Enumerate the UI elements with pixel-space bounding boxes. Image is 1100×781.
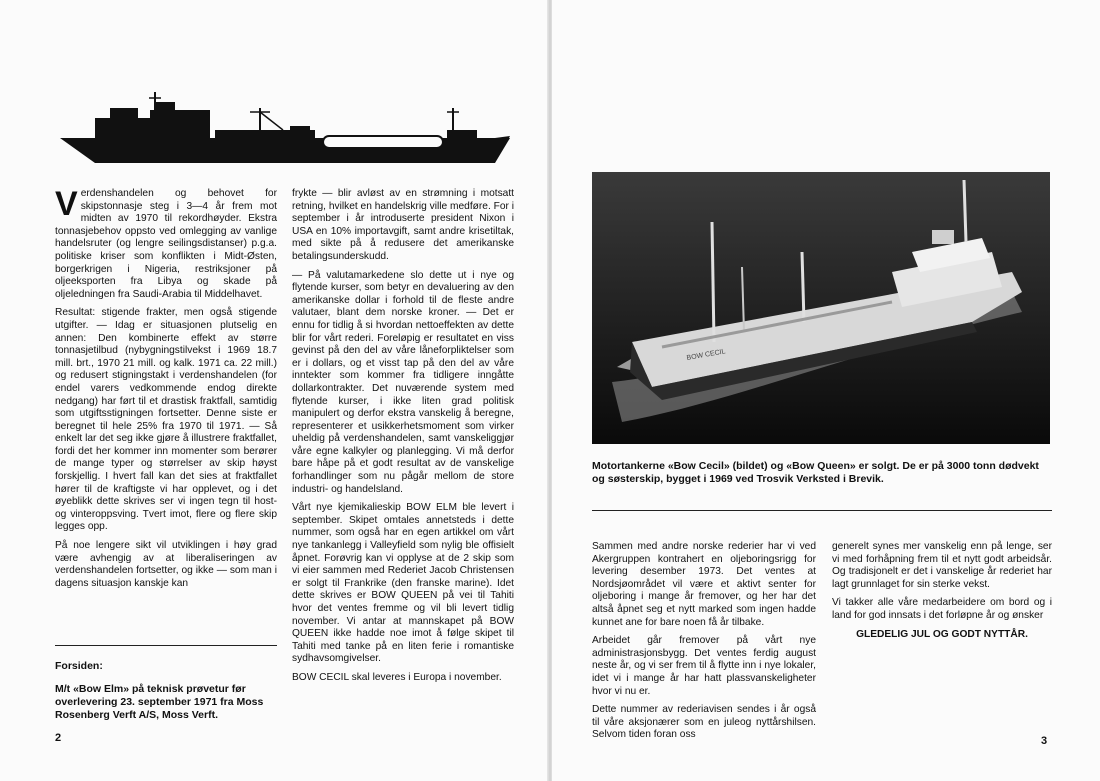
ship-profile-drawing xyxy=(55,90,515,170)
article-paragraph: — På valutamarkedene slo dette ut i nye og flytende kurser, som betyr en devaluering av den amerikanske dollar i forhold til de fleste andre valutaer, blant dem norske kroner. — Det er ennu for tidlig å si hvordan nettoeffekten av dette blir for vårt rederi. Foreløpig er resultatet en viss gevinst på den del av våre låneforpliktelser som er i dollars, og et visst tap på den del av våre inntekter som kommer fra tidligere inngåtte dollarkontrakter. Det nuværende system med flytende kurser, i ikke liten grad politisk manipulert og derfor ekstra vanskelig å beregne, representerer et usikkerhetsmoment som virker uheldig på verdenshandelen, samt vanskeliggjør våre egne kalkyler og planlegging. Vi må derfor bare håpe på et godt resultat av de vanskelige forhandlinger som nu pågår mellom de store industri- og handelsland. xyxy=(292,269,514,495)
article-column-4 xyxy=(832,541,1052,647)
cover-caption-text: M/t «Bow Elm» på teknisk prøvetur før overlevering 23. september 1971 fra Moss Rosenberg Verft A/S, Moss Verft. xyxy=(55,683,264,721)
article-paragraph: Vårt nye kjemikalieskip BOW ELM ble levert i september. Skipet omtales annetsteds i dette nummer, som også har en egen artikkel om vårt nye tankanlegg i Valleyfield som nylig ble offisielt åpnet. Forøvrig kan vi opplyse at de 2 skip som vi eier sammen med Rederiet Jacob Christensen er solgt til Frankrike (den franske marine). Idet dette skrives er BOW QUEEN på vei til Tahiti hvor det ventes fremme og vil bli levert tidlig november. Vi antar at mannskapet på BOW QUEEN ikke hadde noe imot å følge skipet til Tahiti med tanke på en liten ferie i romantiske sydhavsomgivelser. xyxy=(292,502,514,665)
cover-caption xyxy=(55,660,280,722)
article-paragraph: Resultat: stigende frakter, men også stigende utgifter. — Idag er situasjonen plutselig en annen: Den kombinerte effekt av større tonnasjetilbud (nybygningstilvekst i 1969 18.7 mill. brt., 1970 21 mill. og kalk. 1971 ca. 22 mill.) og redusert stigningstakt i verdenshandelen (for endel varers vedkommende endog direkte nedgang) har ført til et drastisk fraktfall, samtidig som utgiftsstigningen fortsetter. Denne siste er beregnet til hele 25% fra 1970 til 1971. — Så enkelt lar det seg ikke gjøre å illustrere fraktfallet, fordi det her kommer inn momenter som berører de mange typer og størrelser av skip høyst forskjellig. I hvert fall kan det sies at fraktfallet hører til de kraftigste vi har opplevet, og i det øyeblikk dette skrives ser vi ingen tegn til host- og vinteroppsving. Tvert imot, flere og flere skip legges opp. xyxy=(55,307,277,533)
page-number: 2 xyxy=(55,732,62,744)
divider-rule xyxy=(55,645,277,646)
article-paragraph: Arbeidet går fremover på vårt nye administrasjonsbygg. Det ventes ferdig august neste år, og vi ser frem til å flytte inn i nye lokaler, idet vi i mange år har hatt plassvanskeligheter hvor vi nu er. xyxy=(592,635,816,697)
ship-name-label: BOW CECIL xyxy=(686,348,727,362)
article-paragraph: Vi takker alle våre medarbeidere om bord og i land for god innsats i det forløpne år og ønsker xyxy=(832,597,1052,621)
cover-caption-heading: Forsiden: xyxy=(55,660,103,672)
article-column-3 xyxy=(592,541,816,748)
drop-cap: V xyxy=(55,185,78,223)
closing-greeting: GLEDELIG JUL OG GODT NYTTÅR. xyxy=(856,628,1028,640)
article-paragraph: BOW CECIL skal leveres i Europa i november. xyxy=(292,671,502,683)
photo-caption: Motortankerne «Bow Cecil» (bildet) og «Bow Queen» er solgt. De er på 3000 tonn dødvekt og søsterskip, bygget i 1969 ved Trosvik Verksted i Brevik. xyxy=(592,460,1039,485)
page-number: 3 xyxy=(1041,735,1048,747)
article-paragraph: generelt synes mer vanskelig enn på lenge, ser vi med forhåpning frem til et nytt godt arbeidsår. Og tradisjonelt er det i vanskelige år rederiet har lagt grunnlaget for sin sterke vekst. xyxy=(832,541,1052,590)
article-column-2 xyxy=(292,188,514,691)
article-paragraph: Dette nummer av rederiavisen sendes i år også til våre aksjonærer som en juleog nyttårshilsen. Selvom tiden foran oss xyxy=(592,704,816,741)
article-paragraph: Verdenshandelen og behovet for skipstonnasje steg i 3—4 år frem mot midten av 1970 til rekordhøyder. Ekstra tonnasjebehov oppsto ved omlegging av vanlige handelsruter (og lengre seilingsdistanser) p.g.a. politiske kriser som konflikten i Midt-Østen, borgerkrigen i Nigeria, restriksjoner på oljeeksporten fra Libya og skade på oljeledningen fra Saudi-Arabia til Middelhavet. xyxy=(55,185,277,300)
article-paragraph: Sammen med andre norske rederier har vi ved Akergruppen kontrahert en oljeboringsrigg for levering desember 1973. Det ventes at Nordsjøområdet vil være et aktivt senter for oljeboring i mange år fremover, og her har det altså åpnet seg et nytt marked som ingen hadde kunnet ane for bare noen få år tilbake. xyxy=(592,541,816,628)
article-paragraph: frykte — blir avløst av en strømning i motsatt retning, hvilket en handelskrig ville medføre. For i september i år introduserte president Nixon i USA en 10% importavgift, samt andre krisetiltak, med sikte på å redusere det amerikanske betalingsunderskudd. xyxy=(292,188,514,262)
article-paragraph: På noe lengere sikt vil utviklingen i høy grad være avhengig av at liberaliseringen av verdenshandelen fortsetter, og ikke — som man i dagens situasjon kanskje kan xyxy=(55,540,277,589)
divider-rule xyxy=(592,510,1052,511)
article-column-1 xyxy=(55,185,277,596)
ship-photo xyxy=(592,172,1050,444)
